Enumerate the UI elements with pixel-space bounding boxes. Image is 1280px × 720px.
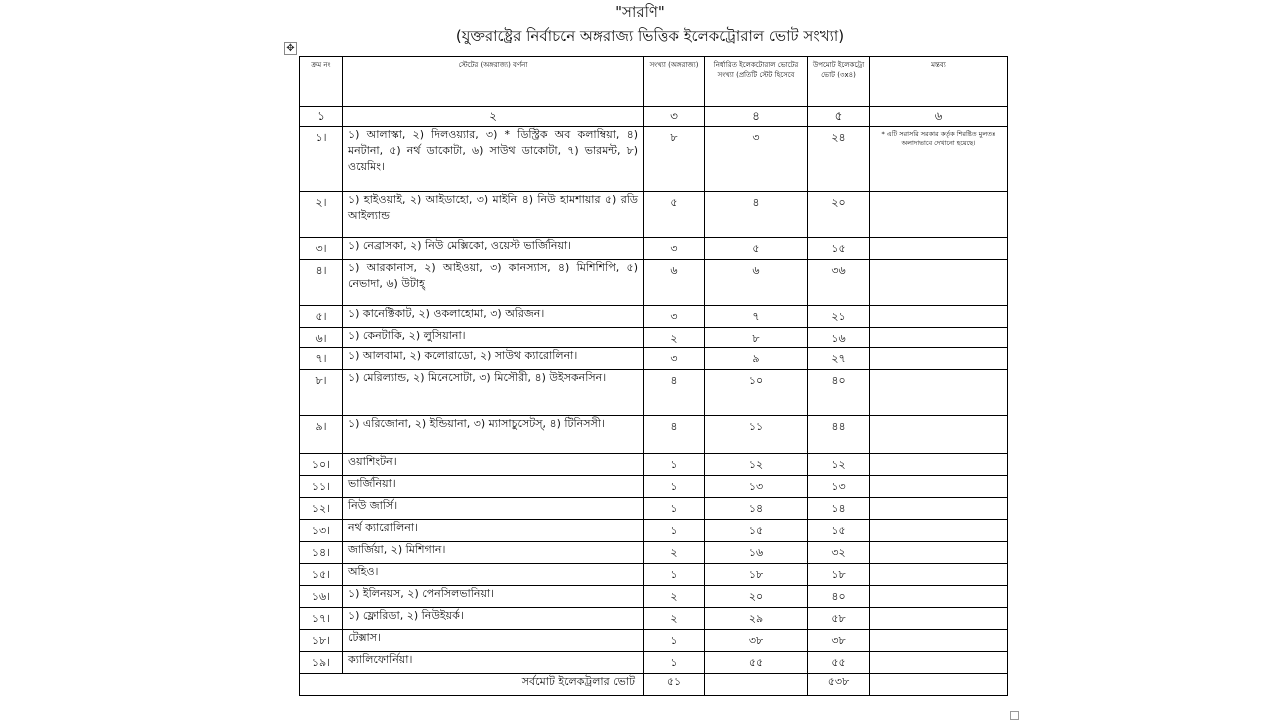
row-states: ভার্জিনিয়া। — [343, 476, 644, 498]
column-number: ৬ — [870, 107, 1008, 127]
row-subtotal: ৩২ — [808, 542, 870, 564]
row-votes-each: ৯ — [705, 348, 808, 370]
row-remark — [870, 520, 1008, 542]
column-number: ১ — [300, 107, 343, 127]
row-remark — [870, 652, 1008, 674]
table-row — [300, 608, 1008, 630]
row-subtotal: ৫৮ — [808, 608, 870, 630]
table-row — [300, 348, 1008, 370]
row-subtotal: ৪৪ — [808, 416, 870, 454]
row-count: ২ — [644, 328, 705, 348]
header-row — [300, 57, 1008, 107]
row-count: ১ — [644, 652, 705, 674]
move-arrows-icon[interactable]: ✥ — [284, 42, 297, 55]
table-row — [300, 127, 1008, 192]
row-serial: ১৫। — [300, 564, 343, 586]
row-subtotal: ৩৬ — [808, 260, 870, 306]
document-title: "সারণি" — [615, 3, 665, 21]
table-row — [300, 630, 1008, 652]
row-votes-each: ১৫ — [705, 520, 808, 542]
table-row — [300, 564, 1008, 586]
row-serial: ৩। — [300, 238, 343, 260]
table-row — [300, 586, 1008, 608]
row-states: ১) আলবামা, ২) কলোরাডো, ২) সাউথ ক্যারোলিনা। — [343, 348, 644, 370]
table-row — [300, 416, 1008, 454]
row-states: নিউ জার্সি। — [343, 498, 644, 520]
row-states: ১) মেরিল্যান্ড, ২) মিনেসোটা, ৩) মিসৌরী, ৪) উইসকনসিন। — [343, 370, 644, 416]
row-subtotal: ১৩ — [808, 476, 870, 498]
row-votes-each: ১৮ — [705, 564, 808, 586]
header-votes-each: নির্ধারিত ইলেকটোরাল ভোটের সংখ্যা (প্রতিটি স্টেট হিসেবে — [705, 57, 808, 107]
row-count: ২ — [644, 608, 705, 630]
row-votes-each: ৩৮ — [705, 630, 808, 652]
row-remark — [870, 260, 1008, 306]
row-subtotal: ১৪ — [808, 498, 870, 520]
row-serial: ৬। — [300, 328, 343, 348]
electoral-vote-table — [299, 56, 1008, 696]
row-states: টেক্সাস। — [343, 630, 644, 652]
row-states: ১) হাইওয়াই, ২) আইডাহো, ৩) মাইনি ৪) নিউ হামশায়ার ৫) রডি আইল্যান্ড — [343, 192, 644, 238]
row-states: ১) এরিজোনা, ২) ইন্ডিয়ানা, ৩) ম্যাসাচুসেটস্, ৪) টিনিসসী। — [343, 416, 644, 454]
row-count: ১ — [644, 498, 705, 520]
row-count: ৫ — [644, 192, 705, 238]
row-serial: ৭। — [300, 348, 343, 370]
row-remark — [870, 416, 1008, 454]
row-subtotal: ১৫ — [808, 520, 870, 542]
row-states: ১) কেনটাকি, ২) লুসিয়ানা। — [343, 328, 644, 348]
row-votes-each: ৫৫ — [705, 652, 808, 674]
row-subtotal: ৩৮ — [808, 630, 870, 652]
row-states: নর্থ ক্যারোলিনা। — [343, 520, 644, 542]
row-subtotal: ২০ — [808, 192, 870, 238]
row-serial: ১১। — [300, 476, 343, 498]
row-count: ১ — [644, 630, 705, 652]
column-number: ৩ — [644, 107, 705, 127]
row-serial: ৮। — [300, 370, 343, 416]
header-states: স্টেটের (অঙ্গরাজ্য) বর্ণনা — [343, 57, 644, 107]
row-votes-each: ১৬ — [705, 542, 808, 564]
row-remark — [870, 586, 1008, 608]
row-serial: ১৯। — [300, 652, 343, 674]
table-row — [300, 192, 1008, 238]
row-count: ৪ — [644, 370, 705, 416]
row-votes-each: ১৩ — [705, 476, 808, 498]
row-serial: ১৩। — [300, 520, 343, 542]
row-states: ১) ফ্লোরিডা, ২) নিউইয়র্ক। — [343, 608, 644, 630]
row-remark — [870, 306, 1008, 328]
row-votes-each: ৮ — [705, 328, 808, 348]
row-remark — [870, 542, 1008, 564]
row-states: ১) ইলিনয়স, ২) পেনসিলভানিয়া। — [343, 586, 644, 608]
electoral-vote-table-wrapper — [299, 56, 1008, 696]
row-subtotal: ১২ — [808, 454, 870, 476]
row-serial: ৯। — [300, 416, 343, 454]
row-states: জার্জিয়া, ২) মিশিগান। — [343, 542, 644, 564]
total-votes-each-empty — [705, 674, 808, 696]
row-serial: ১৪। — [300, 542, 343, 564]
row-remark — [870, 564, 1008, 586]
row-serial: ২। — [300, 192, 343, 238]
header-count: সংখ্যা (অঙ্গরাজ্য) — [644, 57, 705, 107]
row-remark — [870, 498, 1008, 520]
table-row — [300, 454, 1008, 476]
row-votes-each: ৩ — [705, 127, 808, 192]
row-count: ৩ — [644, 238, 705, 260]
row-count: ৩ — [644, 306, 705, 328]
row-subtotal: ৪০ — [808, 586, 870, 608]
table-row — [300, 328, 1008, 348]
row-count: ১ — [644, 520, 705, 542]
row-serial: ১। — [300, 127, 343, 192]
table-row — [300, 260, 1008, 306]
row-states: ক্যালিফোর্নিয়া। — [343, 652, 644, 674]
row-remark — [870, 370, 1008, 416]
row-remark — [870, 608, 1008, 630]
row-states: ১) কানেক্টিকাট, ২) ওকলাহোমা, ৩) অরিজন। — [343, 306, 644, 328]
table-row — [300, 520, 1008, 542]
row-count: ১ — [644, 476, 705, 498]
row-remark — [870, 328, 1008, 348]
row-states: ১) আরকানাস, ২) আইওয়া, ৩) কানস্যাস, ৪) মিশিশিপি, ৫) নেভাদা, ৬) উটাহ্ — [343, 260, 644, 306]
row-votes-each: ৫ — [705, 238, 808, 260]
row-votes-each: ১৪ — [705, 498, 808, 520]
row-votes-each: ৭ — [705, 306, 808, 328]
total-subtotal: ৫৩৮ — [808, 674, 870, 696]
table-row — [300, 370, 1008, 416]
row-count: ৬ — [644, 260, 705, 306]
table-resize-handle[interactable] — [1010, 711, 1019, 720]
row-serial: ১৭। — [300, 608, 343, 630]
row-serial: ১০। — [300, 454, 343, 476]
table-row — [300, 476, 1008, 498]
row-remark — [870, 476, 1008, 498]
row-subtotal: ১৫ — [808, 238, 870, 260]
row-remark: * এটি সরাসরি সরকার কর্তৃক শিরষ্টিত মুলতঃ অলাদাভাবে দেখানো হয়েছে। — [870, 127, 1008, 192]
row-remark — [870, 348, 1008, 370]
row-subtotal: ২১ — [808, 306, 870, 328]
row-subtotal: ২৪ — [808, 127, 870, 192]
table-row — [300, 498, 1008, 520]
row-subtotal: ২৭ — [808, 348, 870, 370]
row-votes-each: ১২ — [705, 454, 808, 476]
document-subtitle: (যুক্তরাষ্ট্রের নির্বাচনে অঙ্গরাজ্য ভিত্তিক ইলেকট্রোরাল ভোট সংখ্যা) — [455, 27, 845, 45]
total-count: ৫১ — [644, 674, 705, 696]
row-subtotal: ৪০ — [808, 370, 870, 416]
column-number: ২ — [343, 107, 644, 127]
row-subtotal: ৫৫ — [808, 652, 870, 674]
row-votes-each: ২০ — [705, 586, 808, 608]
row-serial: ১৮। — [300, 630, 343, 652]
header-subtotal: উপমোট ইলেকট্রো ভোট (৩x৪) — [808, 57, 870, 107]
row-count: ২ — [644, 542, 705, 564]
row-states: ওয়াশিংটন। — [343, 454, 644, 476]
row-remark — [870, 238, 1008, 260]
row-remark — [870, 454, 1008, 476]
row-states: অহিও। — [343, 564, 644, 586]
table-row — [300, 652, 1008, 674]
row-votes-each: ৬ — [705, 260, 808, 306]
row-count: ৪ — [644, 416, 705, 454]
table-row — [300, 306, 1008, 328]
row-votes-each: ১০ — [705, 370, 808, 416]
row-serial: ১৬। — [300, 586, 343, 608]
row-count: ৮ — [644, 127, 705, 192]
column-number: ৪ — [705, 107, 808, 127]
row-count: ১ — [644, 564, 705, 586]
row-remark — [870, 192, 1008, 238]
row-subtotal: ১৬ — [808, 328, 870, 348]
table-row — [300, 238, 1008, 260]
row-states: ১) নেব্রাসকা, ২) নিউ মেক্সিকো, ওয়েস্ট ভার্জিনিয়া। — [343, 238, 644, 260]
row-serial: ১২। — [300, 498, 343, 520]
header-remark: মন্তব্য — [870, 57, 1008, 107]
row-states: ১) আলাস্কা, ২) দিলওয়্যার, ৩) * ডিস্ট্রিক অব কলাম্বিয়া, ৪) মনটানা, ৫) নর্থ ডাকোটা, ৬) সাউথ ডাকোটা, ৭) ভারমন্ট, ৮) ওয়েমিং। — [343, 127, 644, 192]
total-remark-empty — [870, 674, 1008, 696]
row-count: ৩ — [644, 348, 705, 370]
row-serial: ৪। — [300, 260, 343, 306]
total-label: সর্বমোট ইলেকট্রলার ভোট — [300, 674, 644, 696]
table-row — [300, 542, 1008, 564]
row-count: ২ — [644, 586, 705, 608]
column-number-row — [300, 107, 1008, 127]
row-votes-each: ৪ — [705, 192, 808, 238]
row-remark — [870, 630, 1008, 652]
column-number: ৫ — [808, 107, 870, 127]
row-count: ১ — [644, 454, 705, 476]
row-serial: ৫। — [300, 306, 343, 328]
row-votes-each: ২৯ — [705, 608, 808, 630]
total-row — [300, 674, 1008, 696]
row-votes-each: ১১ — [705, 416, 808, 454]
row-subtotal: ১৮ — [808, 564, 870, 586]
header-serial: ক্রম নং — [300, 57, 343, 107]
